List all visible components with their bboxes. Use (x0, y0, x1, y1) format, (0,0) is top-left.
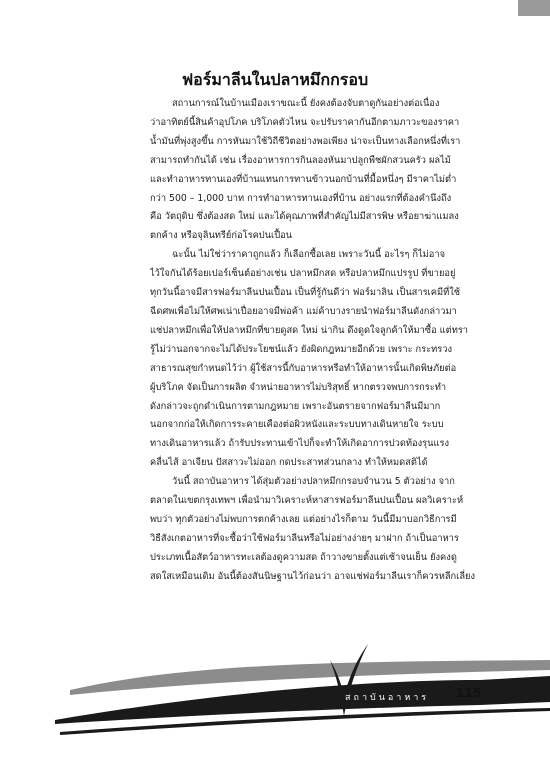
text-line: ฉะนั้น ไม่ใช่ว่าราคาถูกแล้ว ก็เลือกซื้อเลย เพราะวันนี้ อะไรๆ ก็ไม่อาจ (172, 249, 446, 261)
text-line: น้ำมันที่พุ่งสูงขึ้น การหันมาใช้วิถีชีวิตอย่างพอเพียง น่าจะเป็นทางเลือกหนึ่งที่เรา (150, 135, 461, 147)
text-line: สามารถทำกันได้ เช่น เรื่องอาหารการกินลองหันมาปลูกพืชผักสวนครัว ผลไม้ (150, 154, 451, 166)
text-line: คือ วัตถุดิบ ซึ่งต้องสด ใหม่ และได้คุณภาพที่สำคัญไม่มีสารพิษ หรือยาฆ่าแมลง (150, 211, 459, 223)
text-line: รู้ไม่ว่านอกจากจะไม่ได้ประโยชน์แล้ว ยังผิดกฎหมายอีกด้วย เพราะ กระทรวง (150, 343, 453, 355)
text-line: แช่ปลาหมึกเพื่อให้ปลาหมึกที่ขายดูสด ใหม่ น่ากิน ดึงดูดใจลูกค้าให้มาซื้อ แต่ทรา (150, 324, 469, 336)
text-line: ทุกวันนี้อาจมีสารฟอร์มาลีนปนเปื้อน เป็นที่รู้กันดีว่า ฟอร์มาลิน เป็นสารเคมีที่ใช้ (150, 287, 461, 299)
text-line: วิธีสังเกตอาหารที่จะซื้อว่าใช้ฟอร์มาลีนหรือไม่อย่างง่ายๆ มาฝาก ถ้าเป็นอาหาร (150, 532, 459, 544)
text-line: และทำอาหารทานเองที่บ้านแทนการทานข้าวนอกบ้านที่มื้อหนึ่งๆ มีราคาไม่ต่ำ (150, 173, 457, 185)
text-line: ไว้ใจกันได้ร้อยเปอร์เซ็นต์อย่างเช่น ปลาหมึกสด หรือปลาหมึกแปรรูป ที่ขายอยู่ (150, 268, 456, 280)
text-line: สดใสเหมือนเดิม อันนี้ต้องสันนิษฐานไว้ก่อนว่า อาจแช่ฟอร์มาลีนเราก็ควรหลีกเลี่ยง (150, 570, 476, 582)
checkmark-leaf-icon (322, 640, 370, 720)
paragraph-2 (150, 246, 485, 473)
corner-tab (518, 0, 550, 16)
text-line: วันนี้ สถาบันอาหาร ได้สุ่มตัวอย่างปลาหมึกกรอบจำนวน 5 ตัวอย่าง จาก (172, 476, 455, 488)
text-line: ตกค้าง หรือจุลินทรีย์ก่อโรคปนเปื้อน (150, 230, 293, 242)
paragraph-1 (150, 95, 485, 246)
footer-label: สถาบันอาหาร (345, 693, 430, 703)
text-line: ฉีดศพเพื่อไม่ให้ศพเน่าเปื่อยอาจมีพ่อค้า แม่ค้าบางรายนำฟอร์มาลีนดังกล่าวมา (150, 305, 457, 317)
text-line: นอกจากก่อให้เกิดการระคายเคืองต่อผิวหนังและระบบทางเดินหายใจ ระบบ (150, 419, 444, 431)
page-number: 115 (456, 686, 482, 700)
text-line: สถานการณ์ในบ้านเมืองเราขณะนี้ ยังคงต้องจับตาดูกันอย่างต่อเนื่อง (172, 98, 440, 109)
text-line: คลื่นไส้ อาเจียน ปัสสาวะไม่ออก กดประสาทส่วนกลาง ทำให้หมดสติได้ (150, 457, 428, 469)
text-line: กว่า 500 – 1,000 บาท การทำอาหารทานเองที่บ้าน อย่างแรกที่ต้องคำนึงถึง (150, 192, 452, 204)
article-body (150, 95, 485, 587)
text-line: สาธารณสุขกำหนดไว้ว่า ผู้ใช้สารนี้กับอาหารหรือทำให้อาหารนั้นเกิดพิษภัยต่อ (150, 362, 457, 374)
paragraph-3 (150, 473, 485, 586)
text-line: ว่าอาทิตย์นี้สินค้าอุปโภค บริโภคตัวไหน จะปรับราคากันอีกตามภาวะของราคา (150, 116, 460, 128)
text-line: ประเภทเนื้อสัตว์อาหารทะเลต้องดูความสด ถ้าวางขายตั้งแต่เช้าจนเย็น ยังคงดู (150, 551, 457, 563)
text-line: ทางเดินอาหารแล้ว ถ้ารับประทานเข้าไปก็จะทำให้เกิดอาการปวดท้องรุนแรง (150, 438, 449, 450)
text-line: ตลาดในเขตกรุงเทพฯ เพื่อนำมาวิเคราะห์หาสารฟอร์มาลีนปนเปื้อน ผลวิเคราะห์ (150, 495, 464, 507)
text-line: ดังกล่าวจะถูกดำเนินการตามกฎหมาย เพราะอันตรายจากฟอร์มาลีนมีมาก (150, 400, 441, 412)
article-title: ฟอร์มาลีนในปลาหมึกกรอบ (181, 70, 369, 89)
text-line: พบว่า ทุกตัวอย่างไม่พบการตกค้างเลย แต่อย่างไรก็ตาม วันนี้มีมาบอกวิธีการมี (150, 513, 457, 525)
text-line: ผู้บริโภค จัดเป็นการผลิต จำหน่ายอาหารไม่บริสุทธิ์ หากตรวจพบการกระทำ (150, 381, 447, 393)
